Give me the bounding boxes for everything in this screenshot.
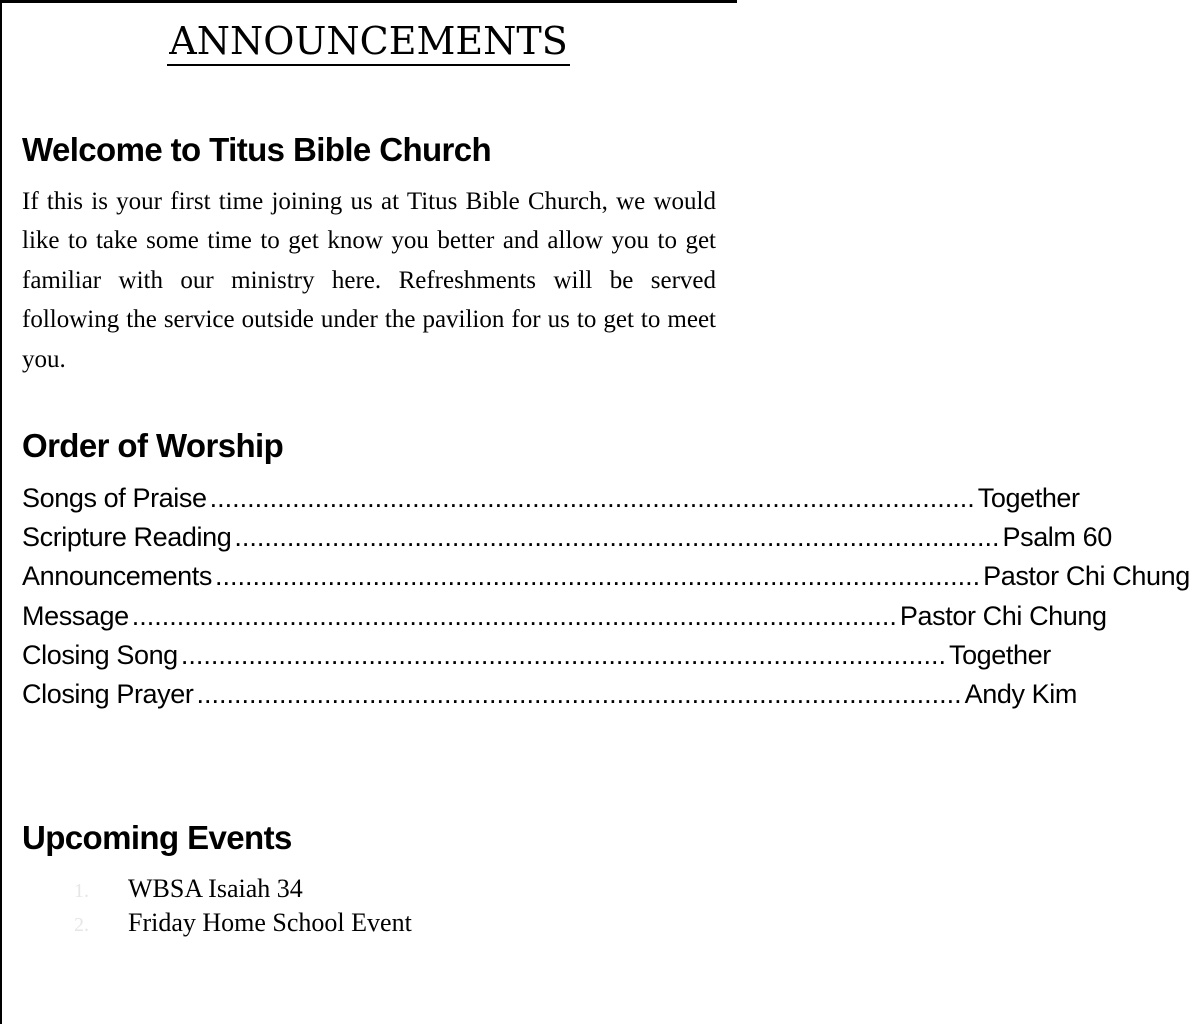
list-item (74, 872, 412, 906)
worship-row (22, 636, 1051, 675)
worship-item: Songs of Praise (22, 483, 207, 513)
worship-leader: Pastor Chi Chung (899, 600, 1107, 631)
worship-row (22, 675, 1077, 714)
dot-leader: ...................................................................................................... (214, 561, 981, 592)
worship-item: Scripture Reading (22, 522, 232, 553)
worship-leader: Andy Kim (964, 678, 1077, 709)
order-of-worship-heading: Order of Worship (22, 427, 284, 464)
worship-item: Announcements (22, 561, 212, 592)
event-label: WBSA Isaiah 34 (128, 874, 303, 903)
upcoming-events-heading: Upcoming Events (22, 819, 292, 856)
dot-leader: ...................................................................................................... (131, 600, 897, 631)
dot-leader: ...................................................................................................... (196, 678, 962, 709)
worship-row (22, 557, 1190, 596)
worship-item: Closing Prayer (22, 678, 194, 709)
page-border-top (0, 0, 737, 3)
welcome-heading: Welcome to Titus Bible Church (22, 131, 492, 168)
worship-row (22, 479, 1080, 518)
dot-leader: ...................................................................................................... (234, 522, 1000, 553)
dot-leader: ...................................................................................................... (209, 483, 975, 513)
order-of-worship-list (22, 479, 1190, 714)
list-item-number: 2. (74, 913, 89, 936)
worship-item: Closing Song (22, 639, 178, 670)
page-border-left (0, 0, 2, 1024)
page-title-text: ANNOUNCEMENTS (167, 18, 569, 66)
worship-leader: Together (977, 483, 1080, 513)
upcoming-events-list (74, 872, 412, 939)
worship-leader: Psalm 60 (1002, 522, 1112, 553)
event-label: Friday Home School Event (128, 907, 412, 937)
dot-leader: ...................................................................................................... (180, 639, 946, 670)
list-item-number: 1. (74, 880, 89, 902)
worship-item: Message (22, 600, 129, 631)
welcome-paragraph: If this is your first time joining us at Titus Bible Church, we would like to take some time to get know you better and allow you to get familiar with our ministry here. Refreshments will be served following the service outside under the pavilion for us to get to meet you. (22, 188, 716, 373)
worship-leader: Pastor Chi Chung (983, 561, 1190, 592)
page-title (0, 14, 737, 68)
worship-leader: Together (948, 639, 1051, 670)
worship-row (22, 597, 1107, 636)
list-item (74, 906, 412, 940)
worship-row (22, 518, 1112, 557)
